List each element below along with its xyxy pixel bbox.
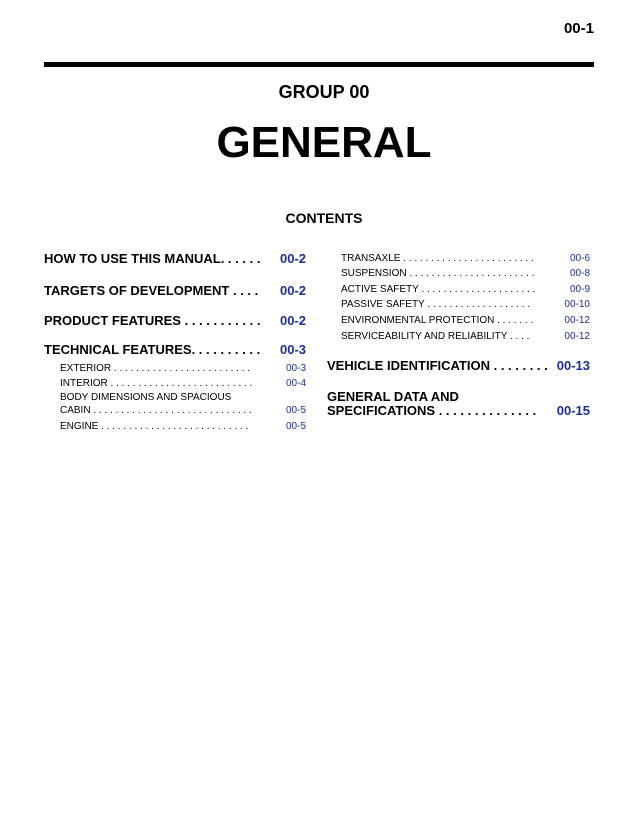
toc-entry-how-to-use[interactable]: HOW TO USE THIS MANUAL. . . . . . bbox=[44, 251, 261, 266]
toc-page-vehicle-identification[interactable]: 00-13 bbox=[556, 358, 590, 373]
toc-page-active-safety[interactable]: 00-9 bbox=[569, 284, 590, 295]
toc-entry-interior[interactable]: INTERIOR . . . . . . . . . . . . . . . . . . . . . . . . . . bbox=[60, 378, 253, 389]
toc-entry-engine[interactable]: ENGINE . . . . . . . . . . . . . . . . . . . . . . . . . . . bbox=[60, 421, 249, 432]
toc-entry-targets[interactable]: TARGETS OF DEVELOPMENT . . . . bbox=[44, 283, 259, 298]
toc-page-body-dimensions[interactable]: 00-5 bbox=[285, 405, 306, 416]
toc-entry-general-data-cont[interactable]: SPECIFICATIONS . . . . . . . . . . . . . . bbox=[327, 403, 537, 418]
toc-entry-product-features[interactable]: PRODUCT FEATURES . . . . . . . . . . . bbox=[44, 313, 261, 328]
toc-page-general-data[interactable]: 00-15 bbox=[556, 403, 590, 418]
contents-heading: CONTENTS bbox=[285, 210, 363, 226]
toc-page-transaxle[interactable]: 00-6 bbox=[569, 253, 590, 264]
toc-entry-body-dimensions[interactable]: BODY DIMENSIONS AND SPACIOUS bbox=[60, 392, 232, 403]
toc-page-passive-safety[interactable]: 00-10 bbox=[564, 299, 590, 310]
toc-entry-environmental-protection[interactable]: ENVIRONMENTAL PROTECTION . . . . . . . bbox=[341, 315, 534, 326]
page-number: 00-1 bbox=[563, 20, 594, 37]
toc-page-exterior[interactable]: 00-3 bbox=[285, 363, 306, 374]
header-rule bbox=[44, 62, 594, 67]
toc-entry-serviceability[interactable]: SERVICEABILITY AND RELIABILITY . . . . bbox=[341, 331, 530, 342]
toc-entry-exterior[interactable]: EXTERIOR . . . . . . . . . . . . . . . . . . . . . . . . . bbox=[60, 363, 251, 374]
group-heading: GROUP 00 bbox=[278, 82, 370, 102]
toc-entry-technical-features[interactable]: TECHNICAL FEATURES. . . . . . . . . . bbox=[44, 342, 261, 357]
toc-page-technical-features[interactable]: 00-3 bbox=[279, 342, 306, 357]
toc-page-how-to-use[interactable]: 00-2 bbox=[279, 251, 306, 266]
page-title: GENERAL bbox=[216, 118, 432, 167]
toc-page-suspension[interactable]: 00-8 bbox=[569, 268, 590, 279]
toc-entry-general-data[interactable]: GENERAL DATA AND bbox=[327, 389, 459, 404]
toc-entry-transaxle[interactable]: TRANSAXLE . . . . . . . . . . . . . . . . . . . . . . . . bbox=[341, 253, 534, 264]
toc-page-interior[interactable]: 00-4 bbox=[285, 378, 306, 389]
toc-page-engine[interactable]: 00-5 bbox=[285, 421, 306, 432]
toc-page-environmental-protection[interactable]: 00-12 bbox=[564, 315, 590, 326]
toc-entry-passive-safety[interactable]: PASSIVE SAFETY . . . . . . . . . . . . . . . . . . . bbox=[341, 299, 531, 310]
toc-page-targets[interactable]: 00-2 bbox=[279, 283, 306, 298]
toc-entry-suspension[interactable]: SUSPENSION . . . . . . . . . . . . . . . . . . . . . . . bbox=[341, 268, 535, 279]
toc-page-serviceability[interactable]: 00-12 bbox=[564, 331, 590, 342]
toc-entry-active-safety[interactable]: ACTIVE SAFETY . . . . . . . . . . . . . . . . . . . . . bbox=[341, 284, 536, 295]
toc-entry-vehicle-identification[interactable]: VEHICLE IDENTIFICATION . . . . . . . . bbox=[327, 358, 548, 373]
toc-entry-body-dimensions-cont[interactable]: CABIN . . . . . . . . . . . . . . . . . . . . . . . . . . . . . bbox=[60, 405, 252, 416]
toc-page-product-features[interactable]: 00-2 bbox=[279, 313, 306, 328]
